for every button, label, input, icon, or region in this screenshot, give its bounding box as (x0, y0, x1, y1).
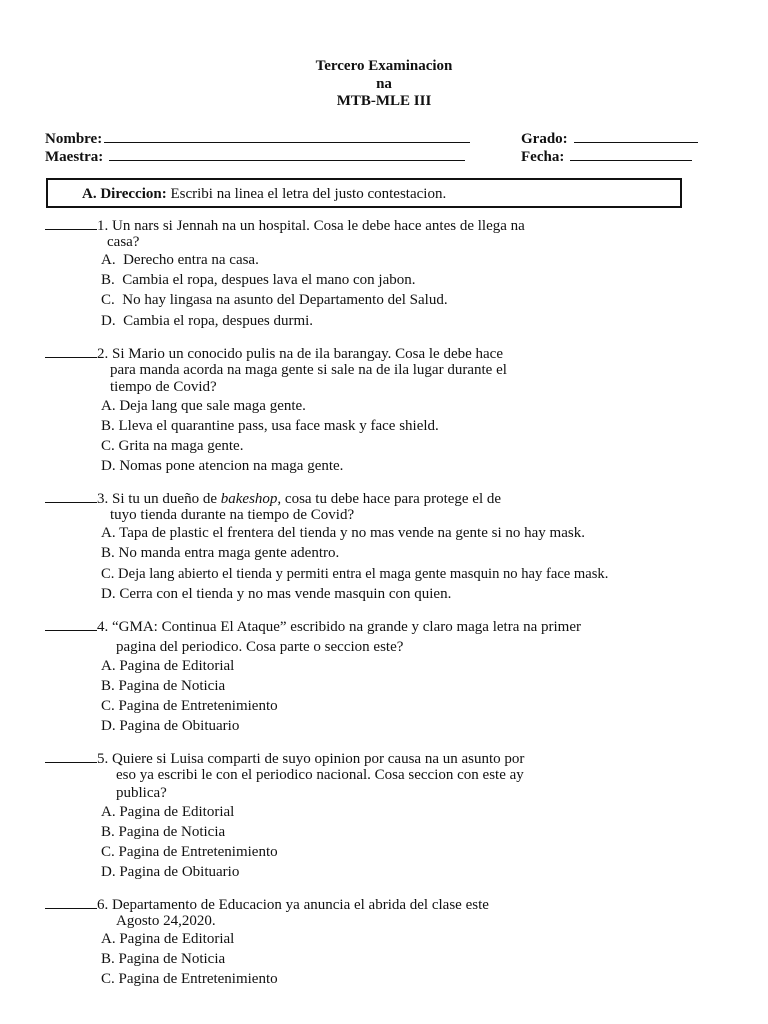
option-letter: A. (101, 658, 116, 674)
question-text-italic: bakeshop (220, 491, 278, 507)
option-text: Pagina de Entretenimiento (118, 971, 278, 987)
option-letter: A. (101, 398, 116, 414)
option-text: Pagina de Noticia (118, 824, 226, 840)
option-2b (101, 417, 439, 435)
option-text: Nomas pone atencion na maga gente. (119, 458, 344, 474)
option-4b (101, 677, 225, 695)
option-letter: C. (101, 971, 115, 987)
option-1b (101, 271, 416, 289)
question-text: Un nars si Jennah na un hospital. Cosa le debe hace antes de llega na (112, 218, 525, 234)
option-text: Pagina de Entretenimiento (118, 698, 278, 714)
grado-field (521, 128, 698, 148)
exam-title: Tercero Examinacion (315, 58, 453, 74)
question-4 (45, 617, 581, 636)
option-text: Deja lang abierto el tienda y permiti entra el maga gente masquin no hay face mask. (118, 566, 609, 582)
option-2d (101, 457, 343, 475)
question-text-cont: Agosto 24,2020. (116, 913, 216, 929)
maestra-field (45, 146, 465, 166)
question-number: 3. (97, 491, 109, 507)
option-6a (101, 930, 234, 948)
question-text-cont: para manda acorda na maga gente si sale na de ila lugar durante el (110, 362, 507, 378)
option-text: Cerra con el tienda y no mas vende masquin con quien. (119, 586, 452, 602)
direction-text-row (82, 185, 446, 203)
direction-label: A. Direccion: (82, 186, 167, 202)
option-letter: C. (101, 566, 115, 582)
question-text: “GMA: Continua El Ataque” escribido na grande y claro maga letra na primer (112, 619, 581, 635)
option-6b (101, 950, 225, 968)
nombre-label: Nombre: (45, 131, 103, 147)
option-text: Pagina de Noticia (118, 951, 226, 967)
option-5b (101, 823, 225, 841)
fecha-label: Fecha: (521, 149, 565, 165)
question-text-cont: casa? (107, 234, 140, 250)
question-text-cont: eso ya escribi le con el periodico nacional. Cosa seccion con este ay (116, 767, 524, 783)
option-letter: B. (101, 272, 115, 288)
option-2c (101, 437, 243, 455)
option-4c (101, 697, 278, 715)
option-text: No hay lingasa na asunto del Departamento del Salud. (122, 292, 448, 308)
question-text: Si Mario un conocido pulis na de ila barangay. Cosa le debe hace (112, 346, 503, 362)
question-text-cont: pagina del periodico. Cosa parte o seccion este? (116, 639, 404, 655)
option-3c (101, 565, 608, 583)
option-text: Lleva el quarantine pass, usa face mask y face shield. (118, 418, 439, 434)
direction-box (46, 178, 682, 208)
option-letter: A. (101, 804, 116, 820)
option-text: Pagina de Noticia (118, 678, 226, 694)
answer-blank-4[interactable] (45, 617, 97, 631)
option-3d (101, 585, 451, 603)
option-letter: A. (101, 525, 116, 541)
option-text: Cambia el ropa, despues lava el mano con jabon. (122, 272, 416, 288)
direction-text: Escribi na linea el letra del justo contestacion. (170, 186, 447, 202)
option-3a (101, 524, 585, 542)
option-letter: C. (101, 438, 115, 454)
option-letter: D. (101, 458, 116, 474)
nombre-input-line[interactable] (104, 128, 470, 143)
option-5c (101, 843, 278, 861)
fecha-field (521, 146, 692, 166)
option-text: Deja lang que sale maga gente. (119, 398, 306, 414)
question-number: 5. (97, 751, 109, 767)
question-text: , cosa tu debe hace para protege el de (277, 491, 502, 507)
question-number: 6. (97, 897, 109, 913)
grado-label: Grado: (521, 131, 568, 147)
question-text: Si tu un dueño de (112, 491, 221, 507)
question-text-cont: tuyo tienda durante na tiempo de Covid? (110, 507, 355, 523)
option-text: Grita na maga gente. (118, 438, 244, 454)
question-number: 2. (97, 346, 109, 362)
option-text: Cambia el ropa, despues durmi. (123, 313, 314, 329)
answer-blank-1[interactable] (45, 216, 97, 230)
answer-blank-5[interactable] (45, 749, 97, 763)
option-1d (101, 312, 313, 330)
option-letter: D. (101, 313, 116, 329)
option-letter: A. (101, 252, 116, 268)
question-text-cont: tiempo de Covid? (110, 379, 217, 395)
option-text: Pagina de Obituario (119, 718, 240, 734)
maestra-input-line[interactable] (109, 146, 465, 161)
option-letter: C. (101, 844, 115, 860)
option-text: Derecho entra na casa. (123, 252, 259, 268)
question-6 (45, 895, 489, 914)
option-letter: D. (101, 586, 116, 602)
question-number: 1. (97, 218, 109, 234)
question-text-cont: publica? (116, 785, 167, 801)
option-5a (101, 803, 234, 821)
option-4a (101, 657, 234, 675)
nombre-field (45, 128, 470, 148)
question-text: Quiere si Luisa comparti de suyo opinion por causa na un asunto por (112, 751, 525, 767)
option-letter: D. (101, 864, 116, 880)
option-letter: B. (101, 545, 115, 561)
option-letter: B. (101, 824, 115, 840)
answer-blank-2[interactable] (45, 344, 97, 358)
option-letter: A. (101, 931, 116, 947)
option-2a (101, 397, 306, 415)
answer-blank-3[interactable] (45, 489, 97, 503)
option-text: Pagina de Obituario (119, 864, 240, 880)
question-text: Departamento de Educacion ya anuncia el abrida del clase este (112, 897, 489, 913)
option-letter: D. (101, 718, 116, 734)
option-letter: B. (101, 678, 115, 694)
exam-subject: MTB-MLE III (336, 93, 432, 109)
exam-title-connector: na (376, 76, 392, 92)
answer-blank-6[interactable] (45, 895, 97, 909)
option-3b (101, 544, 339, 562)
option-letter: C. (101, 698, 115, 714)
option-text: Pagina de Editorial (119, 658, 235, 674)
option-text: Pagina de Entretenimiento (118, 844, 278, 860)
option-1c (101, 291, 448, 309)
question-number: 4. (97, 619, 109, 635)
option-6c (101, 970, 278, 988)
option-text: Pagina de Editorial (119, 931, 235, 947)
maestra-label: Maestra: (45, 149, 104, 165)
option-letter: C. (101, 292, 115, 308)
option-5d (101, 863, 239, 881)
option-text: Tapa de plastic el frentera del tienda y no mas vende na gente si no hay mask. (119, 525, 585, 541)
option-4d (101, 717, 239, 735)
option-text: Pagina de Editorial (119, 804, 235, 820)
option-text: No manda entra maga gente adentro. (118, 545, 340, 561)
option-letter: B. (101, 418, 115, 434)
grado-input-line[interactable] (574, 128, 698, 143)
fecha-input-line[interactable] (570, 146, 692, 161)
option-letter: B. (101, 951, 115, 967)
option-1a (101, 251, 259, 269)
